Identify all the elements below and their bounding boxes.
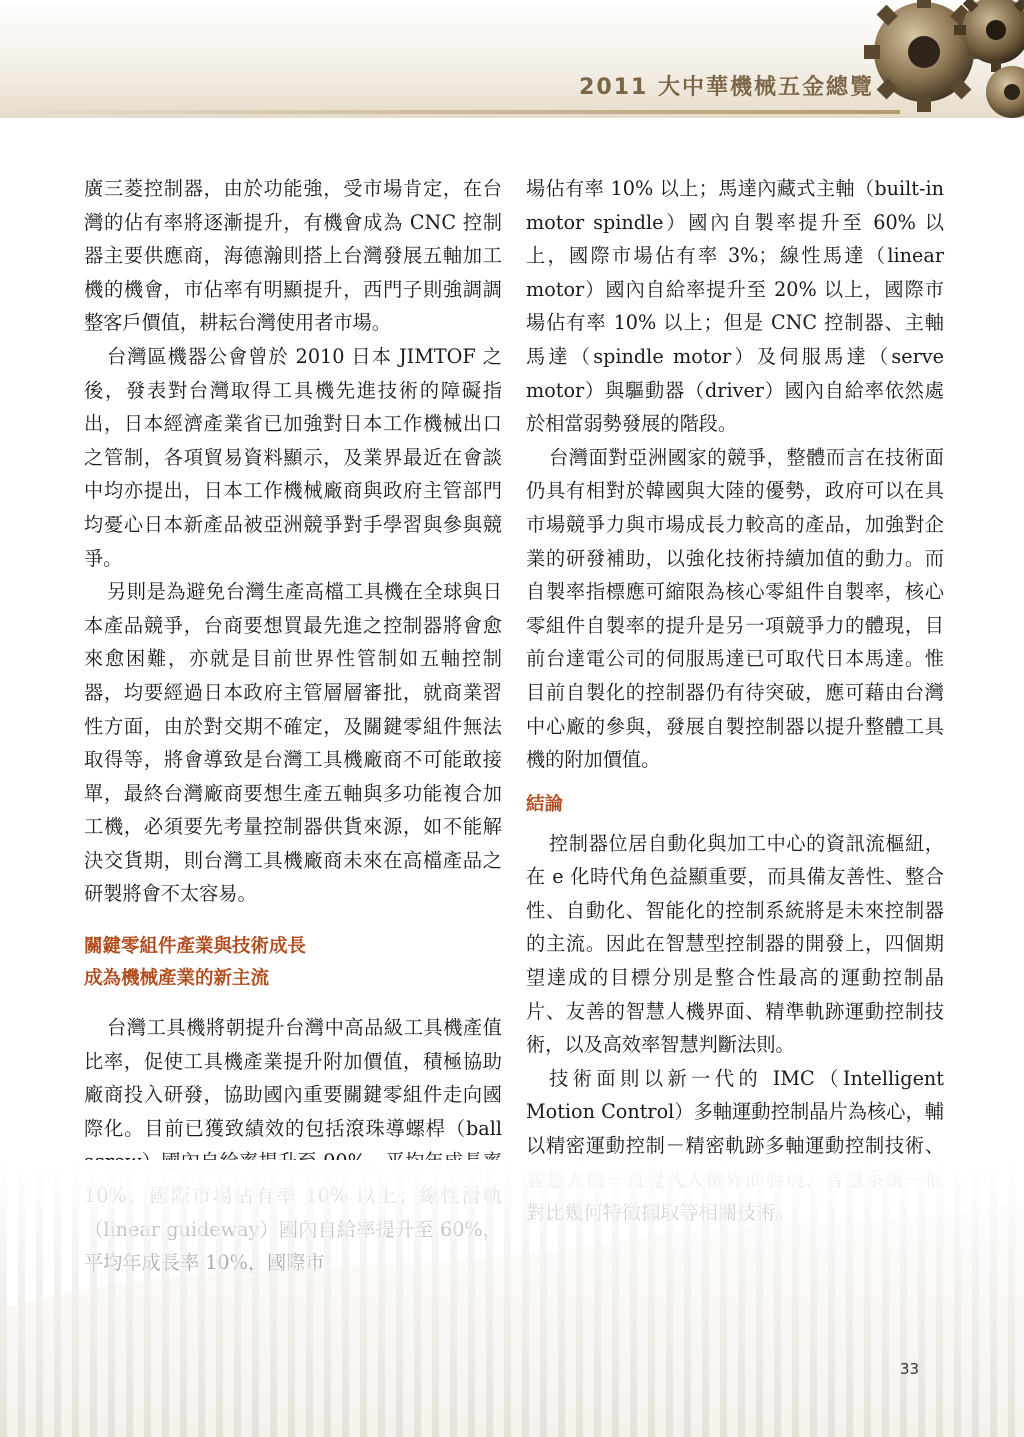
section-heading: 結論 <box>526 793 564 815</box>
paragraph: 技術面則以新一代的 IMC（Intelligent Motion Control）多軸運動控制晶片為核心，輔以精密運動控制－精密軌跡多軸運動控制技術、 <box>526 1066 944 1158</box>
section-heading: 關鍵零組件產業與技術成長 <box>84 936 307 958</box>
header-rule <box>0 110 900 114</box>
paragraph: 場佔有率 10% 以上；馬達內藏式主軸（built-in motor spindle）國內自製率提升至 60% 以上，國際市場佔有率 3%；線性馬達（linear motor）國內自給率提升至 20% 以上，國際市場佔有率 10% 以上；但是 CNC 控制器、主軸馬達（spindle motor）及伺服馬達（serve motor）與驅動器（driver）國內自給率依然處於相當弱勢發展的階段。 <box>526 177 944 436</box>
paragraph: 台灣工具機將朝提升台灣中高品級工具機產值比率，促使工具機產業提升附加價值，積極協助廠商投入研發，協助國內重要關鍵零組件走向國際化。目前已獲致績效的包括滾珠導螺桿（ball <box>84 1016 502 1140</box>
right-column <box>526 172 944 1230</box>
paragraph: 另則是為避免台灣生產高檔工具機在全球與日本產品競爭，台商要想買最先進之控制器將會愈來愈困難，亦就是目前世界性管制如五軸控制器，均要經過日本政府主管層層審批，就商業習性方面，由於對交期不確定，及關鍵零組件無法取得等，將會導致是台灣工具機廠商不可能敢接單，最終台灣廠商要想生產五軸與多功能複合加工機，必須要先考量控制器供貨來源，如不能解決交貨期，則台灣工具機廠商未來在高檔產品之研製將會不太容易。 <box>84 580 502 906</box>
section-heading: 成為機械產業的新主流 <box>84 968 270 990</box>
paragraph: 台灣面對亞洲國家的競爭，整體而言在技術面仍具有相對於韓國與大陸的優勢，政府可以在具市場競爭力與市場成長力較高的產品，加強對企業的研發補助，以強化技術持續加值的動力。而自製率指標應可縮限為核心零組件自製率，核心零組件自製率的提升是另一項競爭力的體現，目前台達電公司的伺服馬達已可取代日本馬達。惟目前自製化的控制器仍有待突破，應可藉由台灣中心廠的參與，發展自製控制器以提升整體工具機的附加價值。 <box>526 445 944 772</box>
page-number: 33 <box>900 1360 920 1378</box>
left-column <box>84 172 502 1280</box>
decorative-stripes <box>0 1160 1024 1437</box>
paragraph: 控制器位居自動化與加工中心的資訊流樞紐，在 e 化時代角色益顯重要，而具備友善性、整合性、自動化、智能化的控制系統將是未來控制器的主流。因此在智慧型控制器的開發上，四個期望達成的目標分別是整合性最高的運動控制晶片、友善的智慧人機界面、精準軌跡運動控制技術，以及高效率智慧判斷法則。 <box>526 831 944 1057</box>
page-title: 2011 大中華機械五金總覽 <box>579 75 874 100</box>
paragraph: 廣三菱控制器，由於功能強，受市場肯定，在台灣的佔有率將逐漸提升，有機會成為 CNC 控制器主要供應商，海德瀚則搭上台灣發展五軸加工機的機會，市佔率有明顯提升，西門子則強調調整客戶價值，耕耘台灣使用者市場。 <box>84 177 502 335</box>
paragraph: 台灣區機器公會曾於 2010 日本 JIMTOF 之後，發表對台灣取得工具機先進技術的障礙指出，日本經濟產業省已加強對日本工作機械出口之管制，各項貿易資料顯示，及業界最近在會談中均亦提出，日本工作機械廠商與政府主管部門均憂心日本新產品被亞洲競爭對手學習與參與競爭。 <box>84 344 502 570</box>
